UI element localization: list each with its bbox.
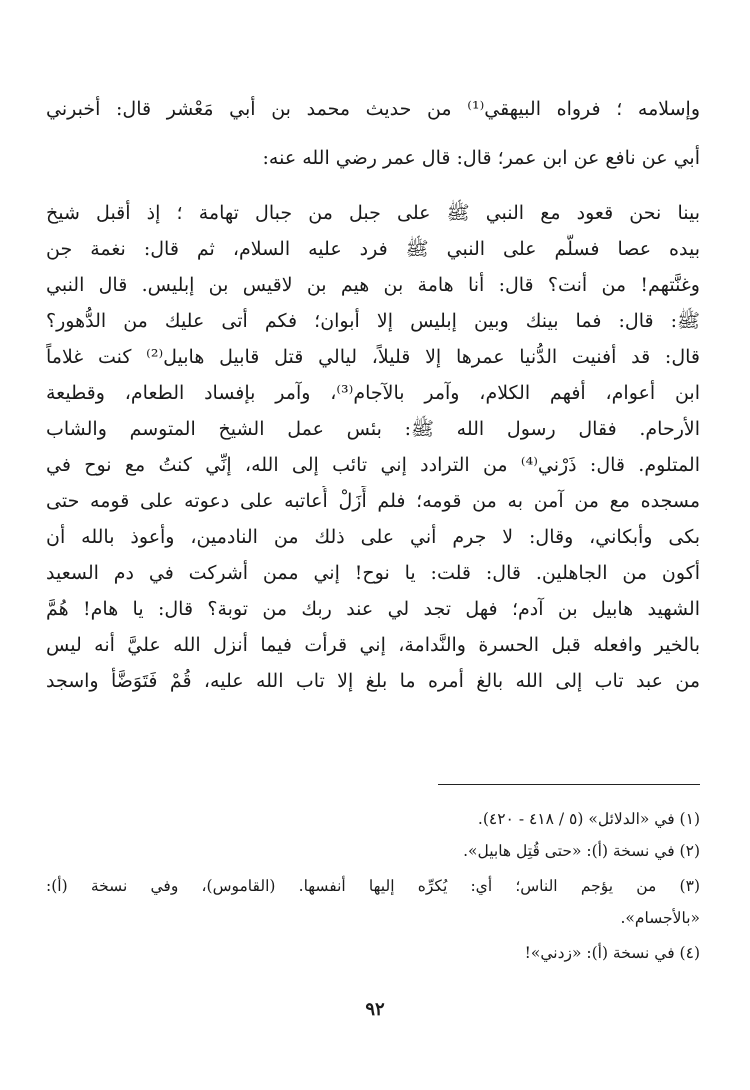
page-number: ٩٢ (365, 999, 385, 1020)
footnote-4: (٤) في نسخة (أ): «زدني»! (524, 944, 700, 962)
body-line-13: أكون من الجاهلين. قال: قلت: يا نوح! إني ممن أشركت في دم السعيد (46, 562, 700, 584)
footnote-2: (٢) في نسخة (أ): «حتى قُتِل هابيل». (463, 842, 700, 860)
body-line-10: المتلوم. قال: ذَرْني⁽⁴⁾ من الترادد إني تائب إلى الله، إنِّي كنتُ مع نوح في (46, 454, 700, 476)
body-line-8: ابن أعوام، أفهم الكلام، وآمر بالآجام⁽³⁾، وآمر بإفساد الطعام، وقطيعة (46, 382, 700, 404)
body-line-3: بينا نحن قعود مع النبي ﷺ على جبل من جبال تهامة ؛ إذ أقبل شيخ (46, 202, 700, 224)
body-line-15: بالخير وافعله قبل الحسرة والنَّدامة، إني قرأت فيما أنزل الله عليَّ أنه ليس (46, 634, 700, 656)
footnote-3-continued: «بالأجسام». (620, 909, 700, 927)
footnote-1: (١) في «الدلائل» (٥ / ٤١٨ - ٤٢٠). (477, 810, 700, 828)
body-line-1: وإسلامه ؛ فرواه البيهقي⁽¹⁾ من حديث محمد بن أبي مَعْشر قال: أخبرني (46, 98, 700, 120)
body-line-11: مسجده مع من آمن به من قومه؛ فلم أَزَلْ أُعاتبه على دعوته على قومه حتى (46, 490, 700, 512)
body-line-7: قال: قد أفنيت الدُّنيا عمرها إلا قليلاً، ليالي قتل قابيل هابيل⁽²⁾ كنت غلاماً (46, 346, 700, 368)
footnote-3: (٣) من يؤجم الناس؛ أي: يُكرِّه إليها أنفسها. (القاموس)، وفي نسخة (أ): (46, 877, 700, 895)
body-line-12: بكى وأبكاني، وقال: لا جرم أني على ذلك من النادمين، وأعوذ بالله أن (46, 526, 700, 548)
body-line-5: وغنَّتهم! من أنت؟ قال: أنا هامة بن هيم بن لاقيس بن إبليس. قال النبي (46, 274, 700, 296)
body-line-16: من عبد تاب إلى الله بالغ أمره ما بلغ إلا تاب الله عليه، قُمْ فَتَوَضَّأْ واسجد (46, 670, 700, 692)
body-line-9: الأرحام. فقال رسول الله ﷺ: بئس عمل الشيخ المتوسم والشاب (46, 418, 700, 440)
body-line-14: الشهيد هابيل بن آدم؛ فهل تجد لي عند ربك من توبة؟ قال: يا هام! هُمَّ (46, 598, 700, 620)
body-line-4: بيده عصا فسلَّم على النبي ﷺ فرد عليه السلام، ثم قال: نغمة جن (46, 238, 700, 260)
body-line-2: أبي عن نافع عن ابن عمر؛ قال: قال عمر رضي الله عنه: (262, 147, 700, 169)
footnote-separator (438, 784, 700, 785)
body-line-6: ﷺ: قال: فما بينك وبين إبليس إلا أبوان؛ فكم أتى عليك من الدُّهور؟ (46, 310, 700, 332)
